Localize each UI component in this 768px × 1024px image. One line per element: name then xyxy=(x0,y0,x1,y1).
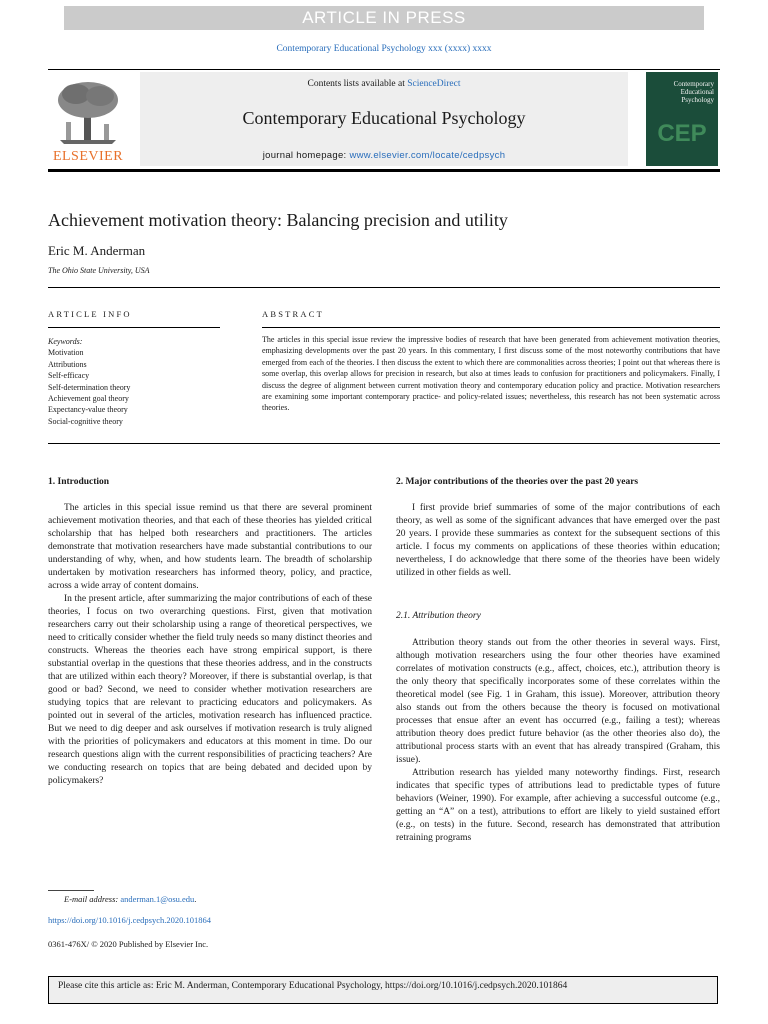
masthead-top-rule xyxy=(48,69,720,70)
major-contributions-body xyxy=(396,502,720,580)
article-title: Achievement motivation theory: Balancing precision and utility xyxy=(48,210,508,230)
header-divider xyxy=(48,287,720,288)
contents-available-line xyxy=(140,79,628,89)
author-affiliation: The Ohio State University, USA xyxy=(48,266,150,275)
attribution-theory-body xyxy=(396,637,720,845)
keyword-item: Attributions xyxy=(48,359,87,369)
keyword-item: Self-efficacy xyxy=(48,371,90,381)
article-info-rule xyxy=(48,327,220,328)
keyword-item: Self-determination theory xyxy=(48,382,131,392)
abstract-rule xyxy=(262,327,720,328)
sciencedirect-link[interactable]: ScienceDirect xyxy=(407,79,461,89)
paragraph: In the present article, after summarizing the major contributions of each of these theories, I focus on two overarching questions. First, given that motivation researchers carry out their scholarship using a range of theoretical perspectives, we need to critically consider whether the field truly needs so many distinct theories and constructs. Whereas the theories each have strong empirical support, is there substantial overlap in the questions that these theories address, and in the constructs that are utilized within each theory? Moreover, if there is substantial overlap, is that good or bad? Second, we need to consider whether motivation researchers are studying topics that are relevant to practicing educators and policymakers. As pointed out in several of the articles, motivation research has influenced practice. But we need to dig deeper and ask ourselves if motivation research is truly aligned with the priorities of policymakers and educators at this moment in time. Do our research questions align with the current responsibilities of practicing teachers? Are we conducting research on topics that are being debated and decided upon by policymakers? xyxy=(48,594,372,786)
abstract-label: ABSTRACT xyxy=(262,309,324,319)
abstract-bottom-rule xyxy=(48,443,720,444)
section-heading-major-contributions: 2. Major contributions of the theories over the past 20 years xyxy=(396,477,639,487)
cover-letters: CEP xyxy=(657,120,707,147)
paragraph: I first provide brief summaries of some of the major contributions of each theory, as well as some of the significant advances that have emerged over the past 20 years. I provide these summaries as context for the subsequent sections of this article. I focus my comments on applications of these theories within education; nevertheless, I do acknowledge that there some of the theories have been widely utilized in other fields as well. xyxy=(396,503,720,578)
email-suffix: . xyxy=(194,894,197,904)
paragraph: The articles in this special issue remind us that there are several prominent achievement motivation theories, and that each of these theories has yielded critical scholarship that has helped both researchers and practitioners. The articles demonstrate that motivation researchers have made substantial contributions to our understanding of why, when, and how students learn. The breadth of scholarship undertaken by motivation researchers has informed theory, policy, and practice, across a wide array of content domains. xyxy=(48,503,372,591)
keyword-item: Expectancy-value theory xyxy=(48,405,128,415)
article-in-press-banner: ARTICLE IN PRESS xyxy=(64,6,704,30)
keywords-list xyxy=(48,336,130,427)
subsection-heading-attribution-theory: 2.1. Attribution theory xyxy=(396,611,481,621)
email-link[interactable]: anderman.1@osu.edu xyxy=(120,894,195,904)
paragraph: Attribution theory stands out from the other theories in several ways. First, although motivation researchers using the four other theories have examined correlates of motivation constructs (e.g., affect, choices, etc.), attribution theory is the only theory that specifically incorporates some of these correlates within the theoretical model (see Fig. 1 in Graham, this issue). Moreover, attribution theory also stands out from the others because the theory is focused on motivational processes that ensue after an event has occurred (e.g., failing a test); whereas attribution theory does predict future behavior (as the other theories also do), the attributional process starts with an event that has already transpired (Graham, this issue). xyxy=(396,638,720,765)
keyword-item: Motivation xyxy=(48,348,84,358)
citation-text: Please cite this article as: Eric M. Anderman, Contemporary Educational Psychology, https://doi.org/10.1016/j.cedpsych.2020.101864 xyxy=(58,981,568,991)
footnote-rule xyxy=(48,890,94,891)
keywords-heading: Keywords: xyxy=(48,337,83,346)
cover-title: Contemporary Educational Psychology xyxy=(673,80,714,104)
journal-homepage-line xyxy=(140,150,628,161)
author-email-line xyxy=(64,894,196,904)
copyright-notice: 0361-476X/ © 2020 Published by Elsevier Inc. xyxy=(48,939,209,949)
masthead-bottom-rule xyxy=(48,169,720,172)
abstract-text: The articles in this special issue review the impressive bodies of research that have been generated from achievement motivation theories, emphasizing developments over the past 20 years. In this commentary, I first discuss some of the most noteworthy contributions that have emerged from each of the theories. I then discuss the extent to which there are commonalities across theories; I point out that whereas there is some overlap, this overlap allows for precision in research, but also at times leads to confusion for practitioners and policymakers. Finally, I discuss the degree of alignment between current motivation theory and contemporary education policy and practice. Motivation researchers are examining some important contemporary practice- and policy-related issues; nevertheless, this research has not been systematic across theories. xyxy=(262,335,720,413)
email-label: E-mail address: xyxy=(64,894,119,904)
keyword-item: Social-cognitive theory xyxy=(48,416,123,426)
doi-link[interactable]: https://doi.org/10.1016/j.cedpsych.2020.101864 xyxy=(48,915,211,925)
author-name[interactable]: Eric M. Anderman xyxy=(48,243,146,258)
section-heading-introduction: 1. Introduction xyxy=(48,477,110,487)
elsevier-tree-logo-icon xyxy=(48,78,128,148)
keyword-item: Achievement goal theory xyxy=(48,394,129,404)
journal-name: Contemporary Educational Psychology xyxy=(242,108,526,128)
journal-reference-link[interactable]: Contemporary Educational Psychology xxx (xxxx) xxxx xyxy=(276,44,492,54)
contents-prefix: Contents lists available at xyxy=(307,79,408,89)
elsevier-wordmark: ELSEVIER xyxy=(52,149,124,164)
introduction-body xyxy=(48,502,372,788)
article-info-label: ARTICLE INFO xyxy=(48,309,132,319)
homepage-prefix: journal homepage: xyxy=(262,150,350,161)
paragraph: Attribution research has yielded many noteworthy findings. First, research indicates that specific types of attributions lead to predictable types of future behaviors (Weiner, 1990). For example, after achieving a successful outcome (e.g., getting an “A” on a test), attributions to effort are likely to yield sustained effort (e.g., on tests) in the future. Second, research has demonstrated that attribution retraining programs xyxy=(396,768,720,843)
homepage-link[interactable]: www.elsevier.com/locate/cedpsych xyxy=(349,150,506,161)
